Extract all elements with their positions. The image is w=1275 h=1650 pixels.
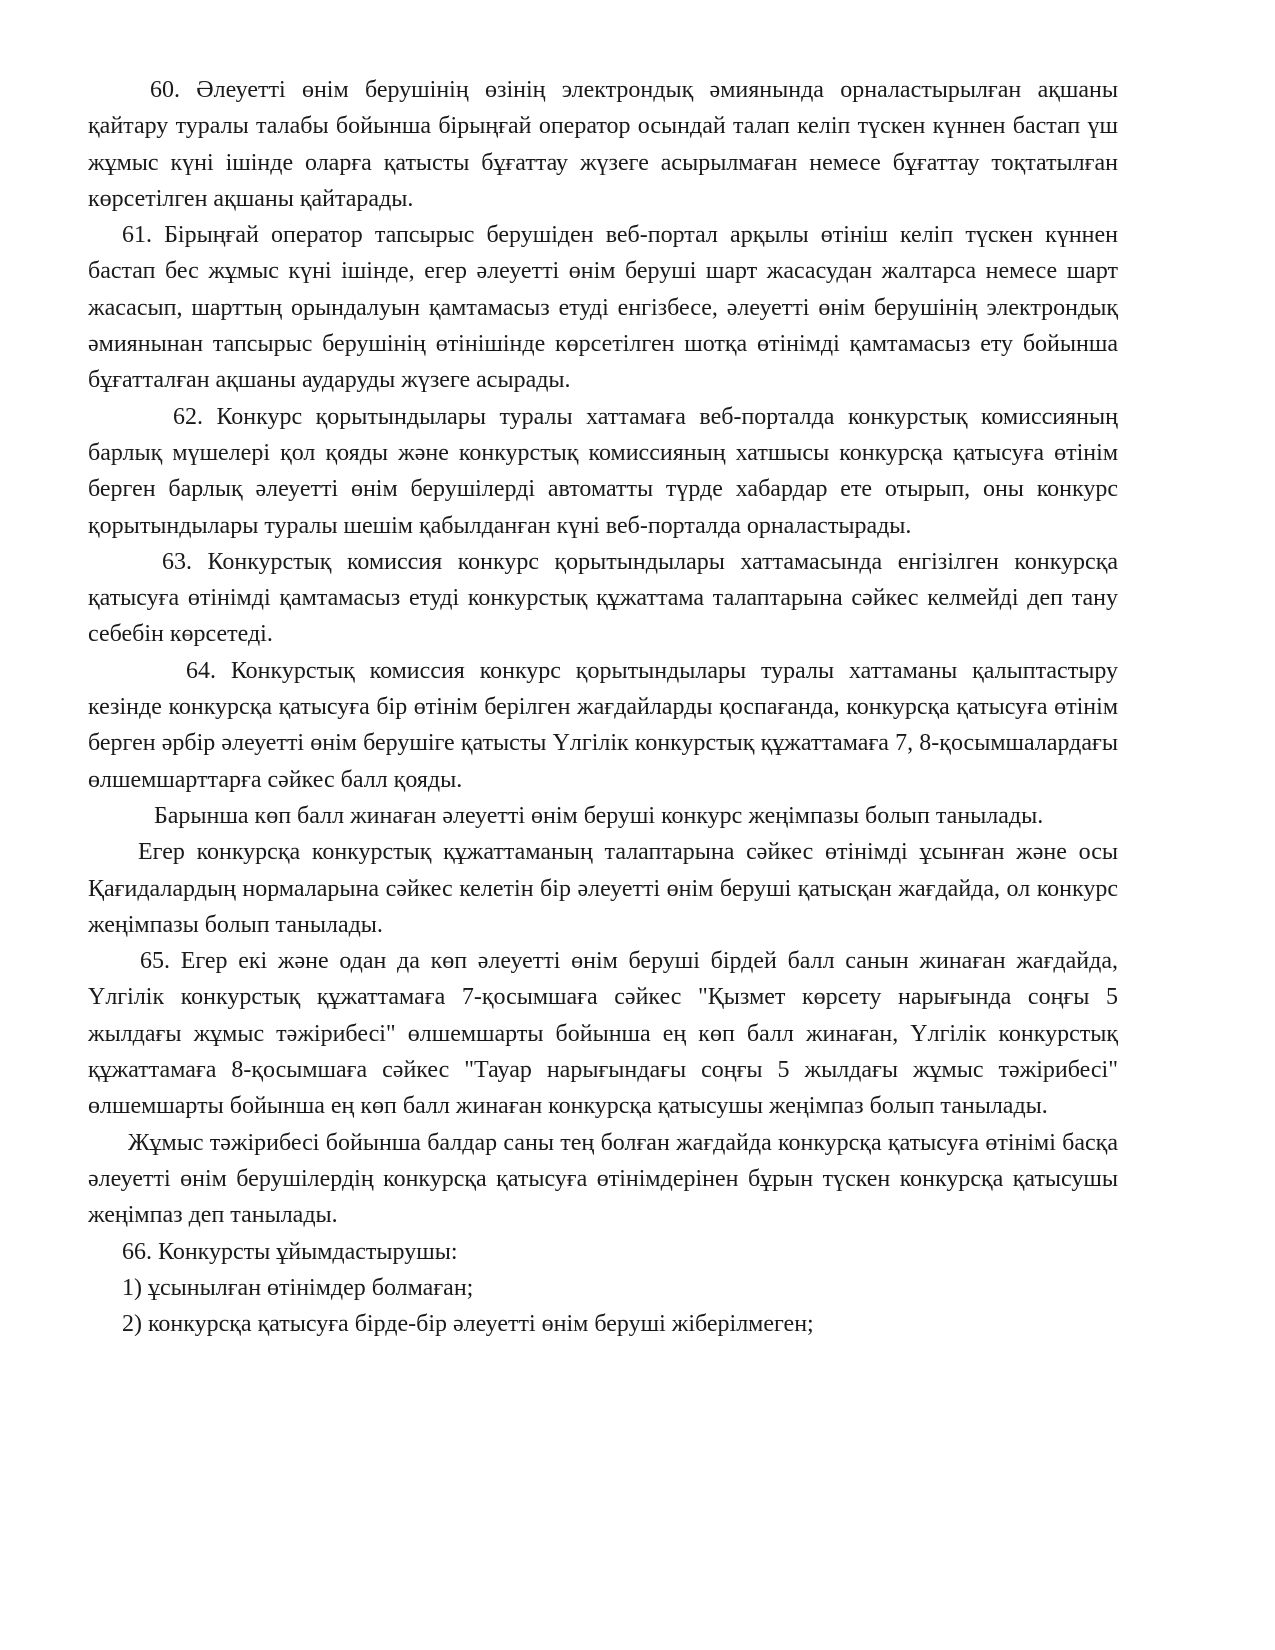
paragraph-66: 66. Конкурсты ұйымдастырушы: bbox=[122, 1238, 458, 1265]
paragraph-64-winner: Барынша көп балл жинаған әлеуетті өнім беруші конкурс жеңімпазы болып танылады. bbox=[154, 802, 1044, 829]
paragraph-64-single-bidder: Егер конкурсқа конкурстық құжаттаманың талаптарына сәйкес өтінімді ұсынған және осы Қағидалардың нормаларына сәйкес келетін бір әлеуетті өнім беруші қатысқан жағдайда, ол конкурс жеңімпазы болып танылады. bbox=[88, 839, 1118, 938]
list-item-1: 1) ұсынылған өтінімдер болмаған; bbox=[122, 1274, 474, 1301]
paragraph-65-tie-break: Жұмыс тәжірибесі бойынша балдар саны тең болған жағдайда конкурсқа қатысуға өтінімі басқа әлеуетті өнім берушілердің конкурсқа қатысуға өтінімдерінен бұрын түскен конкурсқа қатысушы жеңімпаз деп танылады. bbox=[88, 1129, 1118, 1229]
paragraph-63: 63. Конкурстық комиссия конкурс қорытындылары хаттамасында енгізілген конкурсқа қатысуға өтінімді қамтамасыз етуді конкурстық құжаттама талаптарына сәйкес келмейді деп тану себебін көрсетеді. bbox=[88, 548, 1118, 648]
paragraph-60: 60. Әлеуетті өнім берушінің өзінің электрондық әмиянында орналастырылған ақшаны қайтару туралы талабы бойынша бірыңғай оператор осындай талап келіп түскен күннен бастап үш жұмыс күні ішінде оларға қатысты бұғаттау жүзеге асырылмаған немесе бұғаттау тоқтатылған көрсетілген ақшаны қайтарады. bbox=[88, 77, 1118, 212]
paragraph-62: 62. Конкурс қорытындылары туралы хаттамаға веб-порталда конкурстық комиссияның барлық мүшелері қол қояды және конкурстық комиссияның хатшысы конкурсқа қатысуға өтінім берген барлық әлеуетті өнім берушілерді автоматты түрде хабардар ете отырып, оны конкурс қорытындылары туралы шешім қабылданған күні веб-порталда орналастырады. bbox=[88, 403, 1118, 539]
document-page bbox=[88, 72, 1118, 1342]
paragraph-65: 65. Егер екі және одан да көп әлеуетті өнім беруші бірдей балл санын жинаған жағдайда, Үлгілік конкурстық құжаттамаға 7-қосымшаға сәйкес "Қызмет көрсету нарығында соңғы 5 жылдағы жұмыс тәжірибесі" өлшемшарты бойынша ең көп балл жинаған, Үлгілік конкурстық құжаттамаға 8-қосымшаға сәйкес "Тауар нарығындағы соңғы 5 жылдағы жұмыс тәжірибесі" өлшемшарты бойынша ең көп балл жинаған конкурсқа қатысушы жеңімпаз болып танылады. bbox=[88, 948, 1118, 1120]
paragraph-61: 61. Бірыңғай оператор тапсырыс берушіден веб-портал арқылы өтініш келіп түскен күннен бастап бес жұмыс күні ішінде, егер әлеуетті өнім беруші шарт жасасудан жалтарса немесе шарт жасасып, шарттың орындалуын қамтамасыз етуді енгізбесе, әлеуетті өнім берушінің электрондық әмиянынан тапсырыс берушінің өтінішінде көрсетілген шотқа өтінімді қамтамасыз ету бойынша бұғатталған ақшаны аударуды жүзеге асырады. bbox=[88, 222, 1118, 394]
list-item-2: 2) конкурсқа қатысуға бірде-бір әлеуетті өнім беруші жіберілмеген; bbox=[122, 1311, 814, 1338]
paragraph-64: 64. Конкурстық комиссия конкурс қорытындылары туралы хаттаманы қалыптастыру кезінде конкурсқа қатысуға бір өтінім берілген жағдайларды қоспағанда, конкурсқа қатысуға өтінім берген әрбір әлеуетті өнім берушіге қатысты Үлгілік конкурстық құжаттамаға 7, 8-қосымшалардағы өлшемшарттарға сәйкес балл қояды. bbox=[88, 657, 1118, 793]
